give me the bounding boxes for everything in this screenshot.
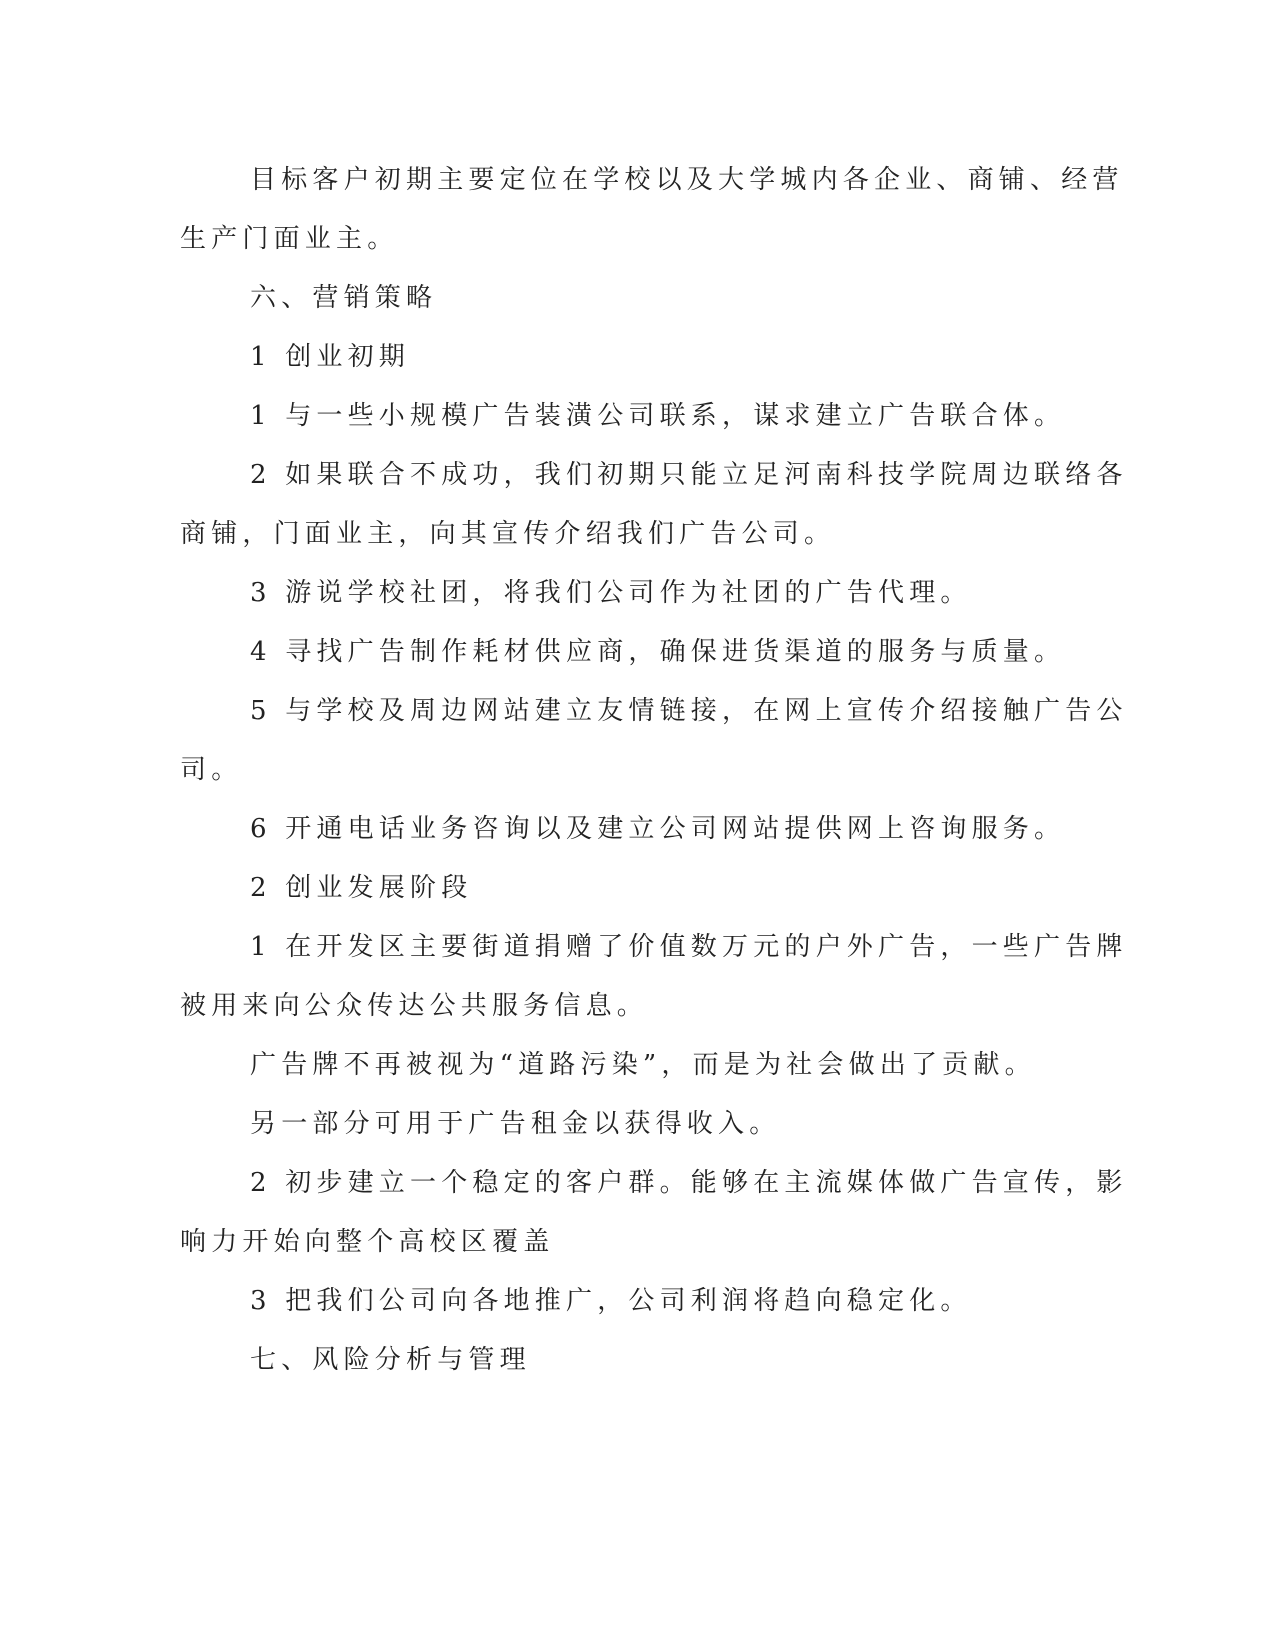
paragraph-line: 目标客户初期主要定位在学校以及大学城内各企业、商铺、经营 bbox=[250, 165, 1124, 195]
paragraph-line: 1 在开发区主要街道捐赠了价值数万元的户外广告，一些广告牌 bbox=[250, 932, 1128, 962]
paragraph-line: 2 初步建立一个稳定的客户群。能够在主流媒体做广告宣传，影 bbox=[250, 1168, 1128, 1198]
subsection-heading: 2 创业发展阶段 bbox=[250, 873, 473, 903]
paragraph-line: 3 游说学校社团，将我们公司作为社团的广告代理。 bbox=[250, 578, 972, 608]
paragraph-line: 5 与学校及周边网站建立友情链接，在网上宣传介绍接触广告公 bbox=[250, 696, 1128, 726]
section-heading: 七、风险分析与管理 bbox=[250, 1345, 531, 1375]
section-heading: 六、营销策略 bbox=[250, 283, 438, 313]
paragraph-line: 响力开始向整个高校区覆盖 bbox=[180, 1227, 555, 1257]
paragraph-line: 商铺，门面业主，向其宣传介绍我们广告公司。 bbox=[180, 519, 836, 549]
paragraph-line: 3 把我们公司向各地推广，公司利润将趋向稳定化。 bbox=[250, 1286, 972, 1316]
paragraph-line: 被用来向公众传达公共服务信息。 bbox=[180, 991, 649, 1021]
paragraph-line: 1 与一些小规模广告装潢公司联系，谋求建立广告联合体。 bbox=[250, 401, 1066, 431]
paragraph-line: 2 如果联合不成功，我们初期只能立足河南科技学院周边联络各 bbox=[250, 460, 1128, 490]
paragraph-line: 司。 bbox=[180, 755, 243, 785]
paragraph-line: 生产门面业主。 bbox=[180, 224, 399, 254]
subsection-heading: 1 创业初期 bbox=[250, 342, 411, 372]
paragraph-line: 4 寻找广告制作耗材供应商，确保进货渠道的服务与质量。 bbox=[250, 637, 1066, 667]
paragraph-line: 广告牌不再被视为“道路污染”，而是为社会做出了贡献。 bbox=[250, 1050, 1036, 1080]
paragraph-line: 6 开通电话业务咨询以及建立公司网站提供网上咨询服务。 bbox=[250, 814, 1066, 844]
paragraph-line: 另一部分可用于广告租金以获得收入。 bbox=[250, 1109, 781, 1139]
